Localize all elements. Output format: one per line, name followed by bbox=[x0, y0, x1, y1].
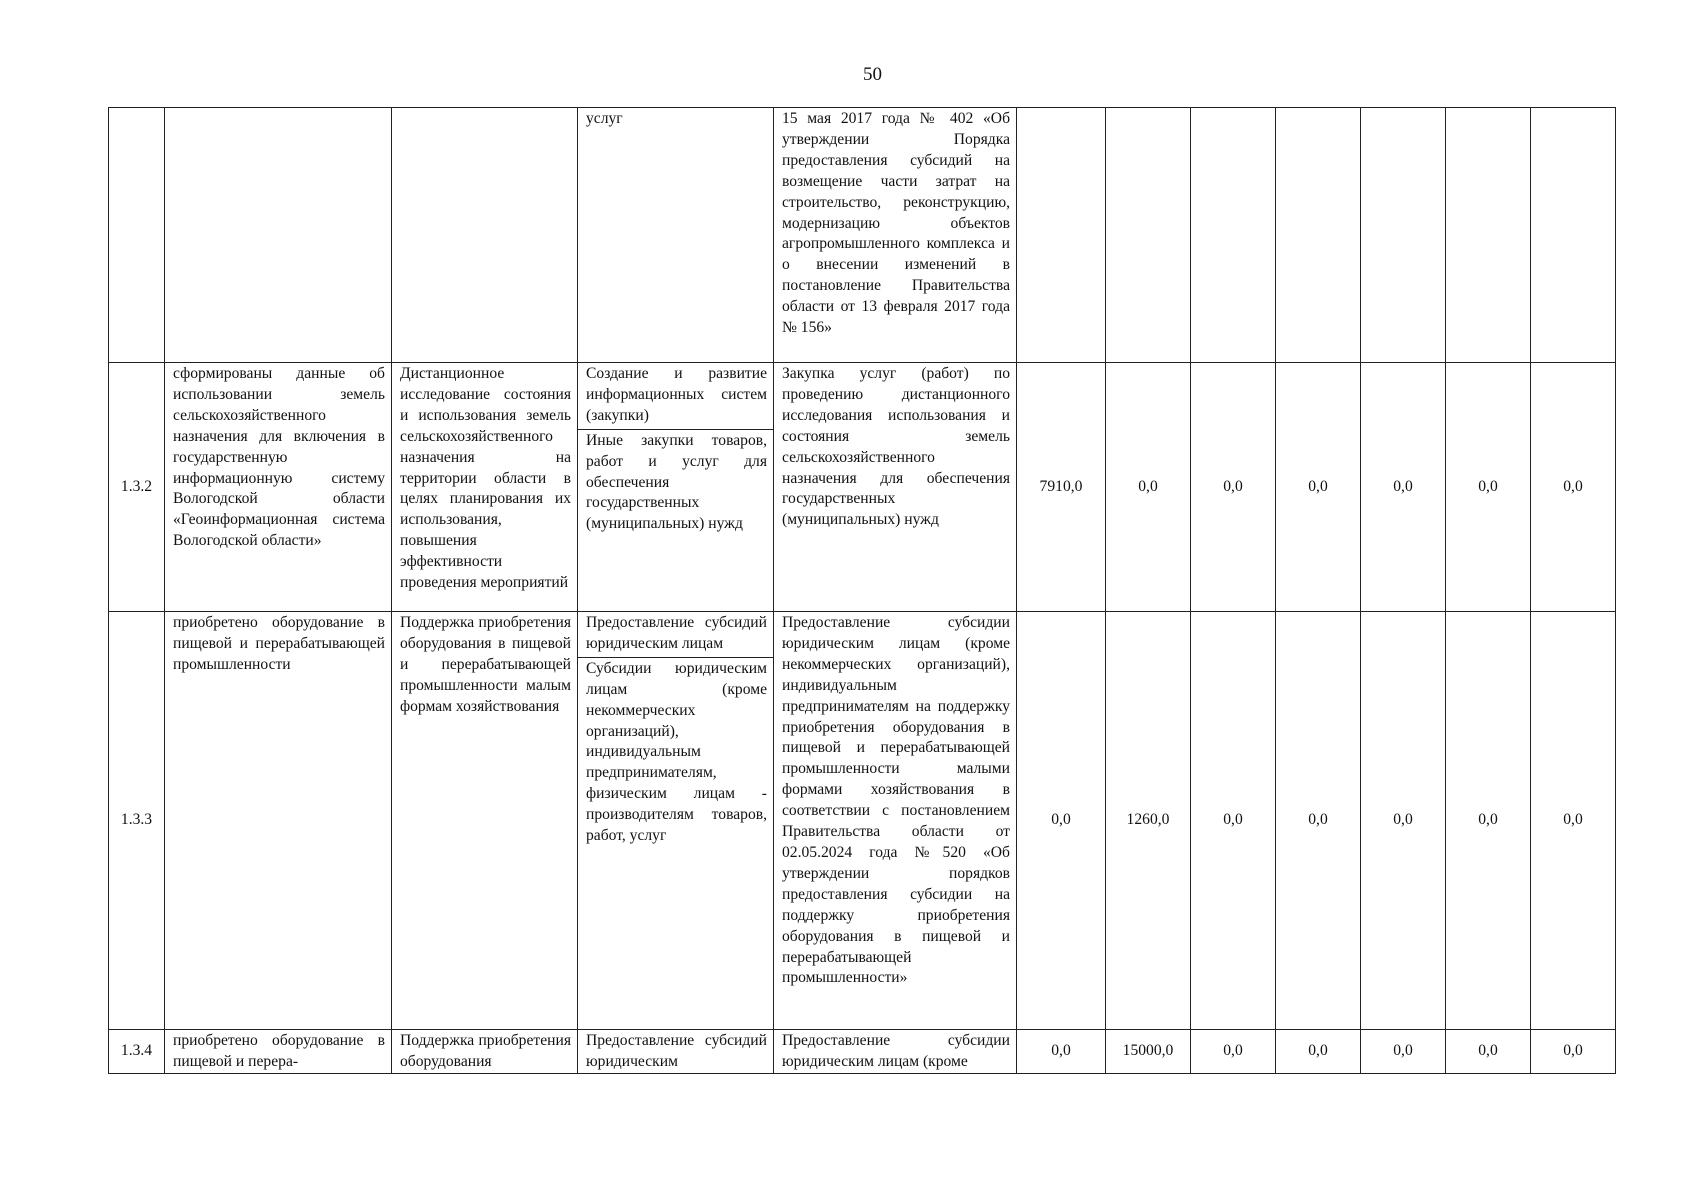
page-number: 50 bbox=[863, 64, 882, 85]
value-cell: 0,0 bbox=[1276, 1030, 1361, 1074]
value-cell: 0,0 bbox=[1191, 1030, 1276, 1074]
value-cell bbox=[1531, 108, 1616, 363]
row-number bbox=[109, 108, 165, 363]
expense-type-a: Предоставление субсидий юридическим bbox=[586, 1032, 767, 1070]
value-cell: 0,0 bbox=[1531, 612, 1616, 1030]
value-cell: 0,0 bbox=[1276, 612, 1361, 1030]
value-cell: 0,0 bbox=[1361, 1030, 1446, 1074]
expense-type-a: Создание и развитие информационных систем (закупки) bbox=[586, 365, 767, 424]
row-number: 1.3.3 bbox=[109, 612, 165, 1030]
value-cell: 0,0 bbox=[1017, 612, 1106, 1030]
table-row bbox=[109, 108, 1616, 363]
value-cell: 0,0 bbox=[1446, 363, 1531, 612]
value-cell: 0,0 bbox=[1191, 363, 1276, 612]
value-cell: 0,0 bbox=[1276, 363, 1361, 612]
value-cell bbox=[1106, 108, 1191, 363]
value-cell: 0,0 bbox=[1106, 363, 1191, 612]
value-cell: 0,0 bbox=[1361, 612, 1446, 1030]
legal-basis-cell: Предоставление субсидии юридическим лицам (кроме некоммерческих организаций), индивидуальным предпринимателям на поддержку приобретения оборудования в пищевой и перерабатывающей промышленности малыми формами хозяйствования в соответствии с постановлением Правительства области от 02.05.2024 года №520 «Об утверждении порядков предоставления субсидии на поддержку приобретения оборудования в пищевой и перерабатывающей промышленности» bbox=[774, 612, 1017, 1030]
expense-type-a: услуг bbox=[586, 110, 623, 127]
value-cell: 0,0 bbox=[1017, 1030, 1106, 1074]
value-cell: 0,0 bbox=[1191, 612, 1276, 1030]
expense-type-cell bbox=[578, 363, 774, 612]
expense-type-b: Субсидии юридическим лицам (кроме некоммерческих организаций), индивидуальным предпринимателям, физическим лицам - производителям товаров, работ, услуг bbox=[578, 657, 773, 847]
expense-type-a: Предоставление субсидий юридическим лицам bbox=[586, 614, 767, 652]
result-cell bbox=[165, 108, 392, 363]
result-cell: приобретено оборудование в пищевой и перерабатывающей промышленности bbox=[165, 612, 392, 1030]
expense-type-b: Иные закупки товаров, работ и услуг для обеспечения государственных (муниципальных) нужд bbox=[578, 429, 773, 536]
value-cell: 0,0 bbox=[1531, 363, 1616, 612]
table-row bbox=[109, 612, 1616, 1030]
row-number: 1.3.4 bbox=[109, 1030, 165, 1074]
measure-cell: Поддержка приобретения оборудования в пищевой и перерабатывающей промышленности малым формам хозяйствования bbox=[392, 612, 578, 1030]
value-cell: 0,0 bbox=[1446, 1030, 1531, 1074]
table-row bbox=[109, 363, 1616, 612]
legal-basis-cell: 15 мая 2017 года № 402 «Об утверждении Порядка предоставления субсидий на возмещение части затрат на строительство, реконструкцию, модернизацию объектов агропромышленного комплекса и о внесении изменений в постановление Правительства области от 13 февраля 2017 года № 156» bbox=[774, 108, 1017, 363]
value-cell bbox=[1191, 108, 1276, 363]
measure-cell: Дистанционное исследование состояния и использования земель сельскохозяйственного назначения на территории области в целях планирования их использования, повышения эффективности проведения мероприятий bbox=[392, 363, 578, 612]
value-cell bbox=[1446, 108, 1531, 363]
value-cell: 7910,0 bbox=[1017, 363, 1106, 612]
result-cell: приобретено оборудование в пищевой и перера- bbox=[165, 1030, 392, 1074]
expense-type-cell bbox=[578, 108, 774, 363]
value-cell: 0,0 bbox=[1531, 1030, 1616, 1074]
program-table bbox=[108, 107, 1616, 1074]
value-cell: 0,0 bbox=[1446, 612, 1531, 1030]
legal-basis-cell: Закупка услуг (работ) по проведению дистанционного исследования использования и состояния земель сельскохозяйственного назначения для обеспечения государственных (муниципальных) нужд bbox=[774, 363, 1017, 612]
value-cell: 0,0 bbox=[1361, 363, 1446, 612]
measure-cell: Поддержка приобретения оборудования bbox=[392, 1030, 578, 1074]
measure-cell bbox=[392, 108, 578, 363]
expense-type-cell bbox=[578, 612, 774, 1030]
value-cell: 15000,0 bbox=[1106, 1030, 1191, 1074]
table-row bbox=[109, 1030, 1616, 1074]
value-cell bbox=[1017, 108, 1106, 363]
row-number: 1.3.2 bbox=[109, 363, 165, 612]
value-cell bbox=[1276, 108, 1361, 363]
result-cell: сформированы данные об использовании земель сельскохозяйственного назначения для включения в государственную информационную систему Вологодской области «Геоинформационная система Вологодской области» bbox=[165, 363, 392, 612]
expense-type-cell bbox=[578, 1030, 774, 1074]
value-cell bbox=[1361, 108, 1446, 363]
value-cell: 1260,0 bbox=[1106, 612, 1191, 1030]
legal-basis-cell: Предоставление субсидии юридическим лицам (кроме bbox=[774, 1030, 1017, 1074]
